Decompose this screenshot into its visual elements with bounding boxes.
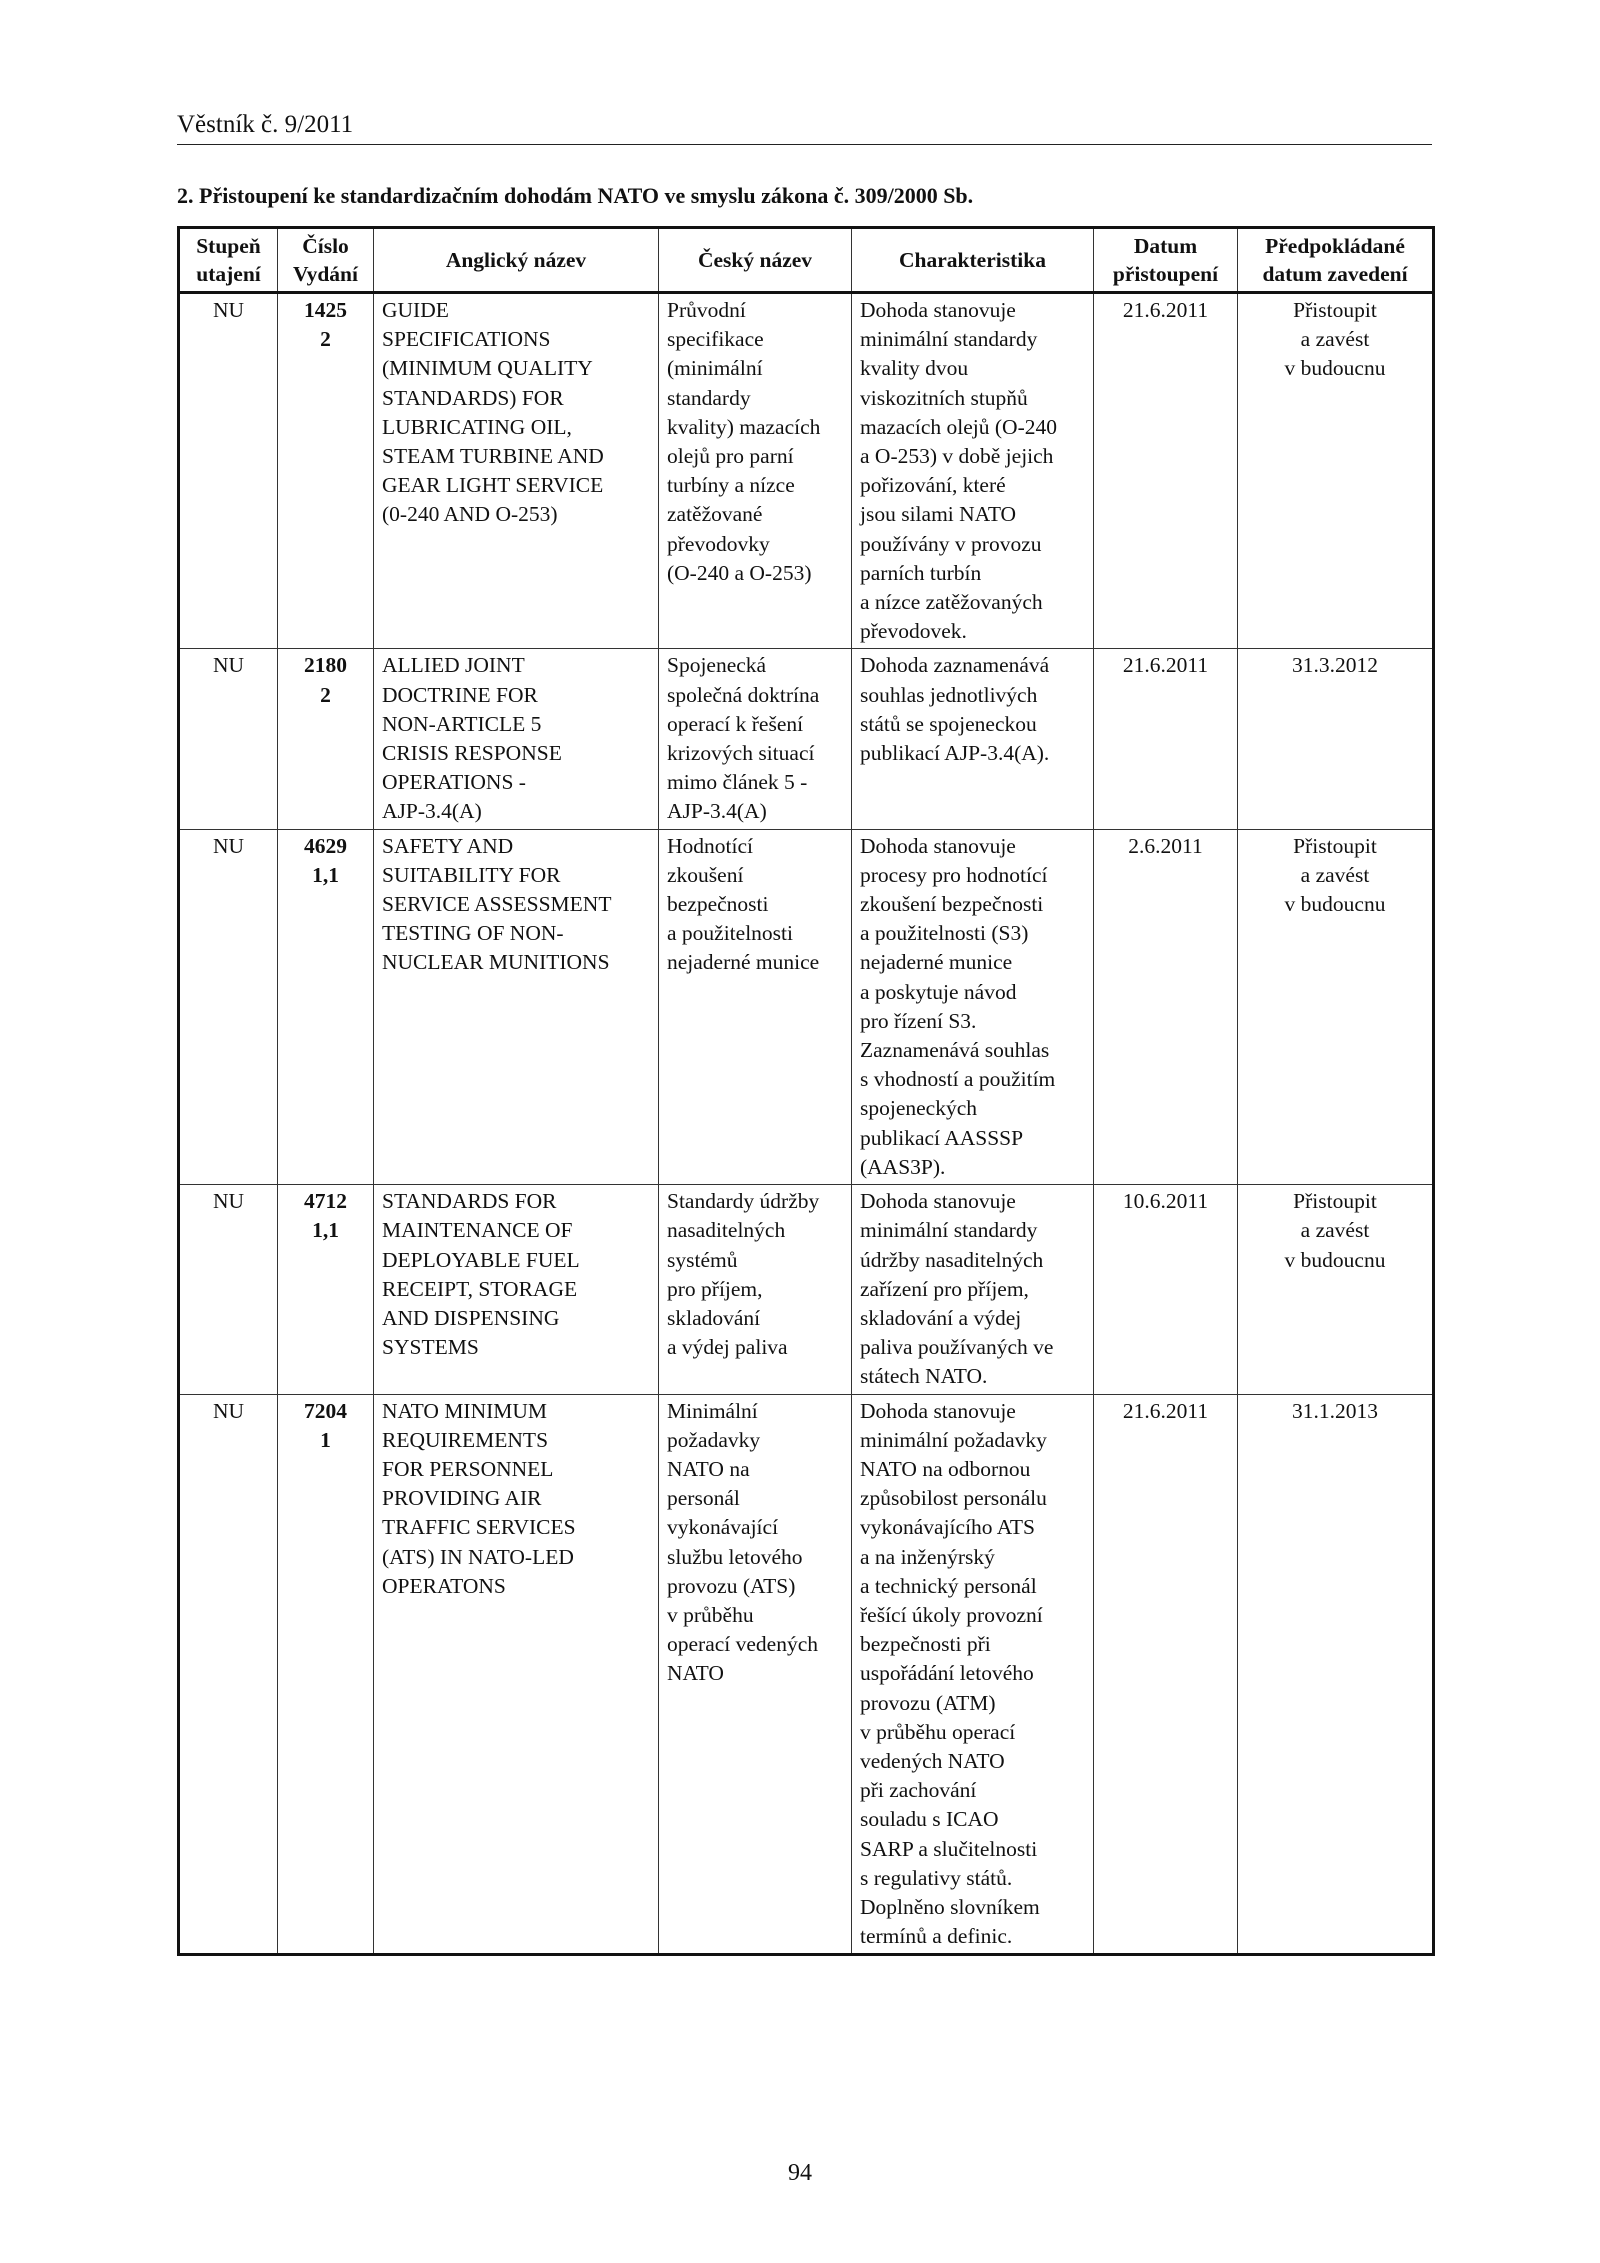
cell-czech-title: Průvodní specifikace (minimální standardy kvality) mazacích olejů pro parní turbíny a nízce zatěžované převodovky (O-240 a O-253) [659, 293, 852, 649]
cell-czech-title: Minimální požadavky NATO na personál vykonávající službu letového provozu (ATS) v průběhu operací vedených NATO [659, 1394, 852, 1955]
column-header-czech-title: Český název [659, 228, 852, 293]
cell-description: Dohoda stanovuje minimální standardy kvality dvou viskozitních stupňů mazacích olejů (O-240 a O-253) v době jejich pořizování, které jsou silami NATO používány v provozu parních turbín a nízce zatěžovaných převodovek. [852, 293, 1094, 649]
column-header-classification: Stupeň utajení [179, 228, 278, 293]
cell-accession-date: 10.6.2011 [1094, 1185, 1238, 1394]
cell-implementation-date: 31.1.2013 [1238, 1394, 1434, 1955]
cell-accession-date: 2.6.2011 [1094, 829, 1238, 1184]
cell-implementation-date: Přistoupit a zavést v budoucnu [1238, 293, 1434, 649]
table-header-row [179, 228, 1434, 293]
cell-description: Dohoda stanovuje minimální standardy údržby nasaditelných zařízení pro příjem, skladování a výdej paliva používaných ve státech NATO. [852, 1185, 1094, 1394]
cell-implementation-date: Přistoupit a zavést v budoucnu [1238, 1185, 1434, 1394]
cell-number: 1425 2 [278, 293, 374, 649]
cell-number: 2180 2 [278, 649, 374, 829]
cell-implementation-date: 31.3.2012 [1238, 649, 1434, 829]
cell-english-title: NATO MINIMUM REQUIREMENTS FOR PERSONNEL PROVIDING AIR TRAFFIC SERVICES (ATS) IN NATO-LED OPERATONS [374, 1394, 659, 1955]
cell-number: 4629 1,1 [278, 829, 374, 1184]
journal-title: Věstník č. 9/2011 [177, 111, 354, 138]
cell-accession-date: 21.6.2011 [1094, 1394, 1238, 1955]
column-header-number: Číslo Vydání [278, 228, 374, 293]
cell-accession-date: 21.6.2011 [1094, 293, 1238, 649]
section-title: 2. Přistoupení ke standardizačním dohodám NATO ve smyslu zákona č. 309/2000 Sb. [177, 183, 974, 208]
cell-accession-date: 21.6.2011 [1094, 649, 1238, 829]
page-number: 94 [788, 2160, 812, 2186]
cell-czech-title: Hodnotící zkoušení bezpečnosti a použitelnosti nejaderné munice [659, 829, 852, 1184]
cell-english-title: STANDARDS FOR MAINTENANCE OF DEPLOYABLE FUEL RECEIPT, STORAGE AND DISPENSING SYSTEMS [374, 1185, 659, 1394]
cell-classification: NU [179, 829, 278, 1184]
cell-english-title: SAFETY AND SUITABILITY FOR SERVICE ASSESSMENT TESTING OF NON- NUCLEAR MUNITIONS [374, 829, 659, 1184]
cell-classification: NU [179, 649, 278, 829]
column-header-english-title: Anglický název [374, 228, 659, 293]
cell-czech-title: Standardy údržby nasaditelných systémů pro příjem, skladování a výdej paliva [659, 1185, 852, 1394]
column-header-description: Charakteristika [852, 228, 1094, 293]
cell-english-title: ALLIED JOINT DOCTRINE FOR NON-ARTICLE 5 CRISIS RESPONSE OPERATIONS - AJP-3.4(A) [374, 649, 659, 829]
column-header-accession-date: Datum přistoupení [1094, 228, 1238, 293]
column-header-implementation-date: Předpokládané datum zavedení [1238, 228, 1434, 293]
stanag-table [177, 226, 1435, 1956]
cell-classification: NU [179, 1185, 278, 1394]
cell-description: Dohoda zaznamenává souhlas jednotlivých států se spojeneckou publikací AJP-3.4(A). [852, 649, 1094, 829]
cell-number: 4712 1,1 [278, 1185, 374, 1394]
journal-header [177, 110, 1432, 145]
cell-description: Dohoda stanovuje minimální požadavky NATO na odbornou způsobilost personálu vykonávajícího ATS a na inženýrský a technický personál řešící úkoly provozní bezpečnosti při uspořádání letového provozu (ATM) v průběhu operací vedených NATO při zachování souladu s ICAO SARP a slučitelnosti s regulativy států. Doplněno slovníkem termínů a definic. [852, 1394, 1094, 1955]
cell-classification: NU [179, 293, 278, 649]
table-row [179, 1185, 1434, 1394]
cell-number: 7204 1 [278, 1394, 374, 1955]
table-row [179, 649, 1434, 829]
table-row [179, 293, 1434, 649]
cell-czech-title: Spojenecká společná doktrína operací k řešení krizových situací mimo článek 5 - AJP-3.4(A) [659, 649, 852, 829]
cell-description: Dohoda stanovuje procesy pro hodnotící zkoušení bezpečnosti a použitelnosti (S3) nejaderné munice a poskytuje návod pro řízení S3. Zaznamenává souhlas s vhodností a použitím spojeneckých publikací AASSSP (AAS3P). [852, 829, 1094, 1184]
cell-classification: NU [179, 1394, 278, 1955]
table-row [179, 829, 1434, 1184]
table-row [179, 1394, 1434, 1955]
cell-implementation-date: Přistoupit a zavést v budoucnu [1238, 829, 1434, 1184]
cell-english-title: GUIDE SPECIFICATIONS (MINIMUM QUALITY STANDARDS) FOR LUBRICATING OIL, STEAM TURBINE AND GEAR LIGHT SERVICE (0-240 AND O-253) [374, 293, 659, 649]
